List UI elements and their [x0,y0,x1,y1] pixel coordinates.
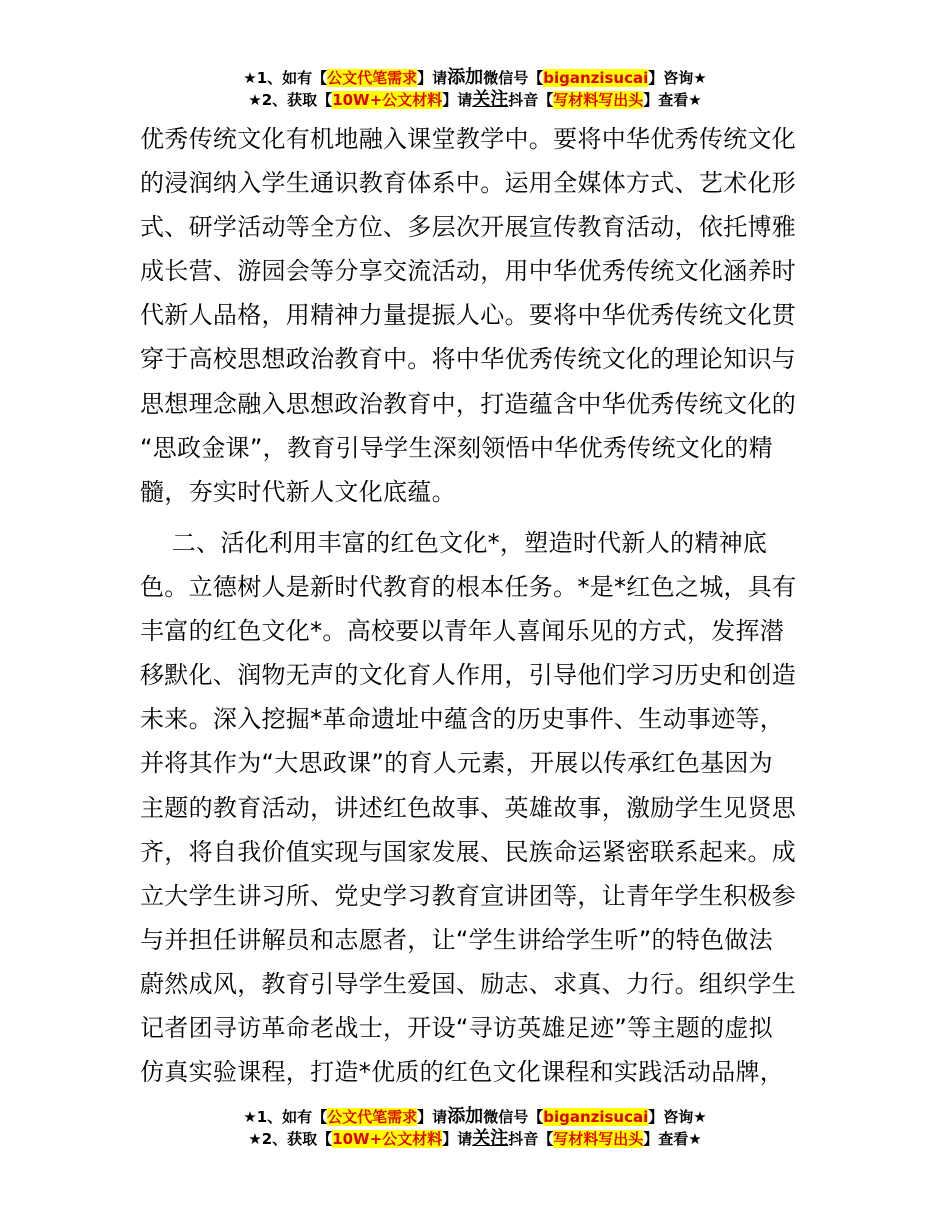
highlight-douyin-account: 写材料写出头 [553,1130,644,1148]
banner-emphasis: 关注 [472,1128,509,1149]
text-line: 丰富的红色文化*。高校要以青年人喜闻乐见的方式，发挥潜 [140,617,785,646]
banner-text: 】请 [417,69,448,87]
paragraph-1 [140,117,812,514]
text-line: 二、活化利用丰富的红色文化*，塑造时代新人的精神底 [140,529,768,557]
text-line: 式、研学活动等全方位、多层次开展宣传教育活动，依托博雅 [140,213,797,242]
text-line: 的浸润纳入学生通识教育体系中。运用全媒体方式、艺术化形 [140,169,797,198]
paragraph-2 [140,521,812,1094]
highlight-wechat-id: biganzisucai [543,69,649,87]
text-line: 移默化、润物无声的文化育人作用，引导他们学习历史和创造 [140,661,797,690]
banner-emphasis: 关注 [472,89,509,110]
banner-text: 】查看★ [643,1130,702,1148]
text-line: 髓，夯实时代新人文化底蕴。 [140,477,456,506]
banner-text: ★1、如有【 [243,1108,328,1126]
banner-line-2 [0,1128,950,1150]
highlight-materials: 10W+公文材料 [332,1130,443,1148]
banner-text: 】咨询★ [648,69,707,87]
text-line: 色。立德树人是新时代教育的根本任务。*是*红色之城，具有 [140,573,797,602]
banner-text: 抖音【 [508,91,554,109]
banner-emphasis: 添加 [447,67,484,88]
banner-line-2 [0,89,950,111]
highlight-service: 公文代笔需求 [327,69,418,87]
text-line: 代新人品格，用精神力量提振人心。要将中华优秀传统文化贯 [140,301,797,330]
banner-text: 微信号【 [483,69,544,87]
text-line: 成长营、游园会等分享交流活动，用中华优秀传统文化涵养时 [140,257,797,286]
highlight-douyin-account: 写材料写出头 [553,91,644,109]
banner-text: 】咨询★ [648,1108,707,1126]
text-line: 蔚然成风，教育引导学生爱国、励志、求真、力行。组织学生 [140,969,797,998]
banner-text: 微信号【 [483,1108,544,1126]
highlight-wechat-id: biganzisucai [543,1108,649,1126]
text-line: 仿真实验课程，打造*优质的红色文化课程和实践活动品牌， [140,1058,785,1087]
text-line: “思政金课”，教育引导学生深刻领悟中华优秀传统文化的精 [140,433,773,462]
banner-text: 】请 [442,1130,473,1148]
banner-text: ★2、获取【 [248,1130,333,1148]
banner-text: 】请 [442,91,473,109]
banner-text: ★2、获取【 [248,91,333,109]
text-line: 优秀传统文化有机地融入课堂教学中。要将中华优秀传统文化 [140,125,797,153]
banner-text: 】请 [417,1108,448,1126]
footer-banner [0,1106,950,1150]
text-line: 齐，将自我价值实现与国家发展、民族命运紧密联系起来。成 [140,837,797,866]
text-line: 思想理念融入思想政治教育中，打造蕴含中华优秀传统文化的 [140,389,797,418]
text-line: 与并担任讲解员和志愿者，让“学生讲给学生听”的特色做法 [140,925,773,954]
banner-emphasis: 添加 [447,1106,484,1127]
text-line: 未来。深入挖掘*革命遗址中蕴含的历史事件、生动事迹等， [140,705,785,734]
text-line: 穿于高校思想政治教育中。将中华优秀传统文化的理论知识与 [140,345,797,374]
banner-text: ★1、如有【 [243,69,328,87]
banner-line-1 [0,1106,950,1128]
banner-text: 抖音【 [508,1130,554,1148]
text-line: 立大学生讲习所、党史学习教育宣讲团等，让青年学生积极参 [140,881,797,910]
text-line: 记者团寻访革命老战士，开设“寻访英雄足迹”等主题的虚拟 [140,1014,773,1043]
text-line: 并将其作为“大思政课”的育人元素，开展以传承红色基因为 [140,749,773,778]
text-line: 主题的教育活动，讲述红色故事、英雄故事，激励学生见贤思 [140,793,797,822]
banner-text: 】查看★ [643,91,702,109]
header-banner [0,67,950,111]
highlight-service: 公文代笔需求 [327,1108,418,1126]
highlight-materials: 10W+公文材料 [332,91,443,109]
banner-line-1 [0,67,950,89]
